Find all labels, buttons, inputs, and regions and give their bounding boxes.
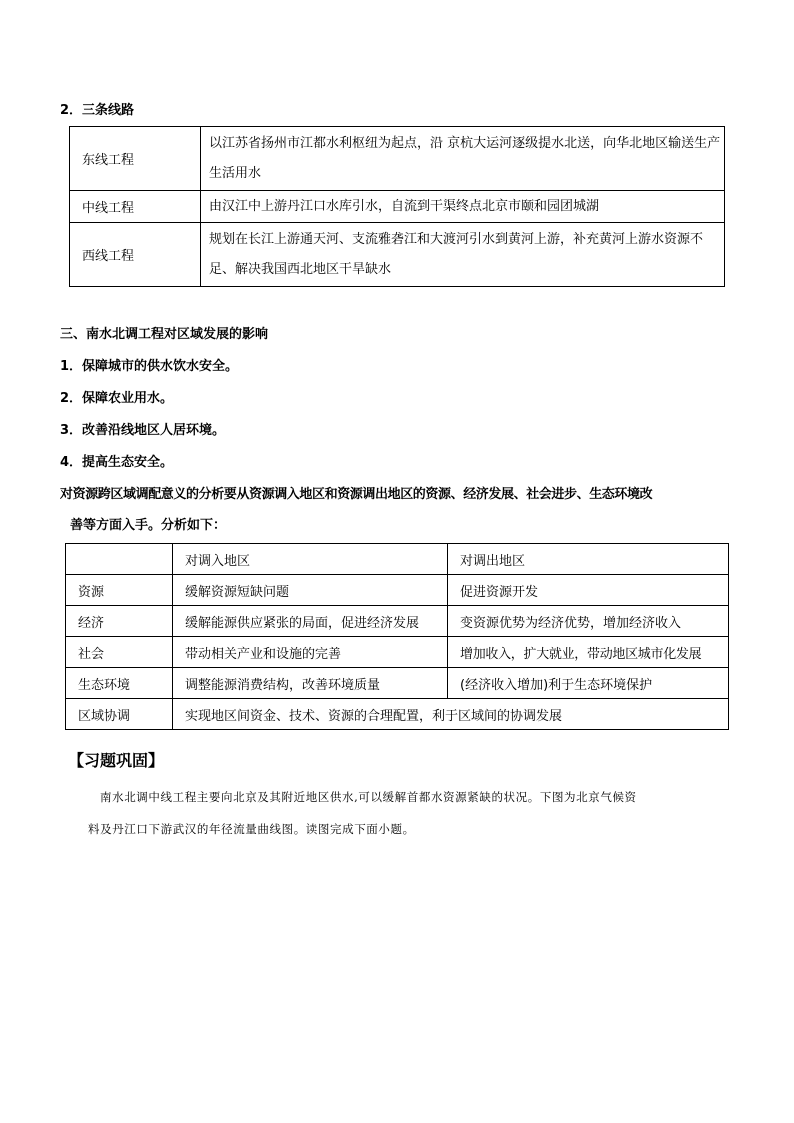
route-desc: 以江苏省扬州市江都水利枢纽为起点，沿 京杭大运河逐级提水北送，向华北地区输送生产生活用水 xyxy=(201,127,725,191)
route-name: 中线工程 xyxy=(70,191,201,223)
export-effect-cell: (经济收入增加)利于生态环境保护 xyxy=(448,668,729,699)
exercise-heading: 【习题巩固】 xyxy=(68,751,165,770)
section-2-title: 2．三条线路 xyxy=(60,103,135,118)
aspect-cell: 区域协调 xyxy=(66,699,173,730)
exercise-text: 南水北调中线工程主要向北京及其附近地区供水,可以缓解首都水资源紧缺的状况。下图为北京气候资 xyxy=(100,790,637,804)
section-3-title: 三、南水北调工程对区域发展的影响 xyxy=(60,327,269,342)
table-row xyxy=(66,575,729,606)
export-effect-cell: 增加收入，扩大就业，带动地区城市化发展 xyxy=(448,637,729,668)
import-effect-cell: 缓解能源供应紧张的局面，促进经济发展 xyxy=(173,606,448,637)
table-row xyxy=(66,606,729,637)
impact-table xyxy=(65,543,729,730)
header-cell: 对调入地区 xyxy=(173,544,448,575)
import-effect-cell: 带动相关产业和设施的完善 xyxy=(173,637,448,668)
table-row xyxy=(70,191,725,223)
route-desc: 由汉江中上游丹江口水库引水，自流到干渠终点北京市颐和园团城湖 xyxy=(201,191,725,223)
export-effect-cell: 变资源优势为经济优势，增加经济收入 xyxy=(448,606,729,637)
header-cell: 对调出地区 xyxy=(448,544,729,575)
analysis-text: 对资源跨区域调配意义的分析要从资源调入地区和资源调出地区的资源、经济发展、社会进步、生态环境改 xyxy=(60,487,653,502)
table-row xyxy=(70,223,725,287)
aspect-cell: 生态环境 xyxy=(66,668,173,699)
table-row xyxy=(66,544,729,575)
list-item: 1．保障城市的供水饮水安全。 xyxy=(60,359,239,374)
aspect-cell: 经济 xyxy=(66,606,173,637)
table-row xyxy=(66,637,729,668)
route-name: 西线工程 xyxy=(70,223,201,287)
export-effect-cell: 促进资源开发 xyxy=(448,575,729,606)
import-effect-cell: 调整能源消费结构，改善环境质量 xyxy=(173,668,448,699)
route-desc: 规划在长江上游通天河、支流雅砻江和大渡河引水到黄河上游，补充黄河上游水资源不足、解决我国西北地区干旱缺水 xyxy=(201,223,725,287)
aspect-cell: 资源 xyxy=(66,575,173,606)
list-item: 3．改善沿线地区人居环境。 xyxy=(60,423,226,438)
header-cell xyxy=(66,544,173,575)
list-item: 2．保障农业用水。 xyxy=(60,391,174,406)
table-row xyxy=(70,127,725,191)
analysis-text-cont: 善等方面入手。分析如下： xyxy=(70,518,227,533)
exercise-text-cont: 料及丹江口下游武汉的年径流量曲线图。读图完成下面小题。 xyxy=(88,822,415,836)
routes-table xyxy=(69,126,725,287)
import-effect-cell: 缓解资源短缺问题 xyxy=(173,575,448,606)
list-item: 4．提高生态安全。 xyxy=(60,455,174,470)
table-row xyxy=(66,699,729,730)
aspect-cell: 社会 xyxy=(66,637,173,668)
route-name: 东线工程 xyxy=(70,127,201,191)
table-row xyxy=(66,668,729,699)
shared-effect-cell: 实现地区间资金、技术、资源的合理配置，利于区域间的协调发展 xyxy=(173,699,729,730)
